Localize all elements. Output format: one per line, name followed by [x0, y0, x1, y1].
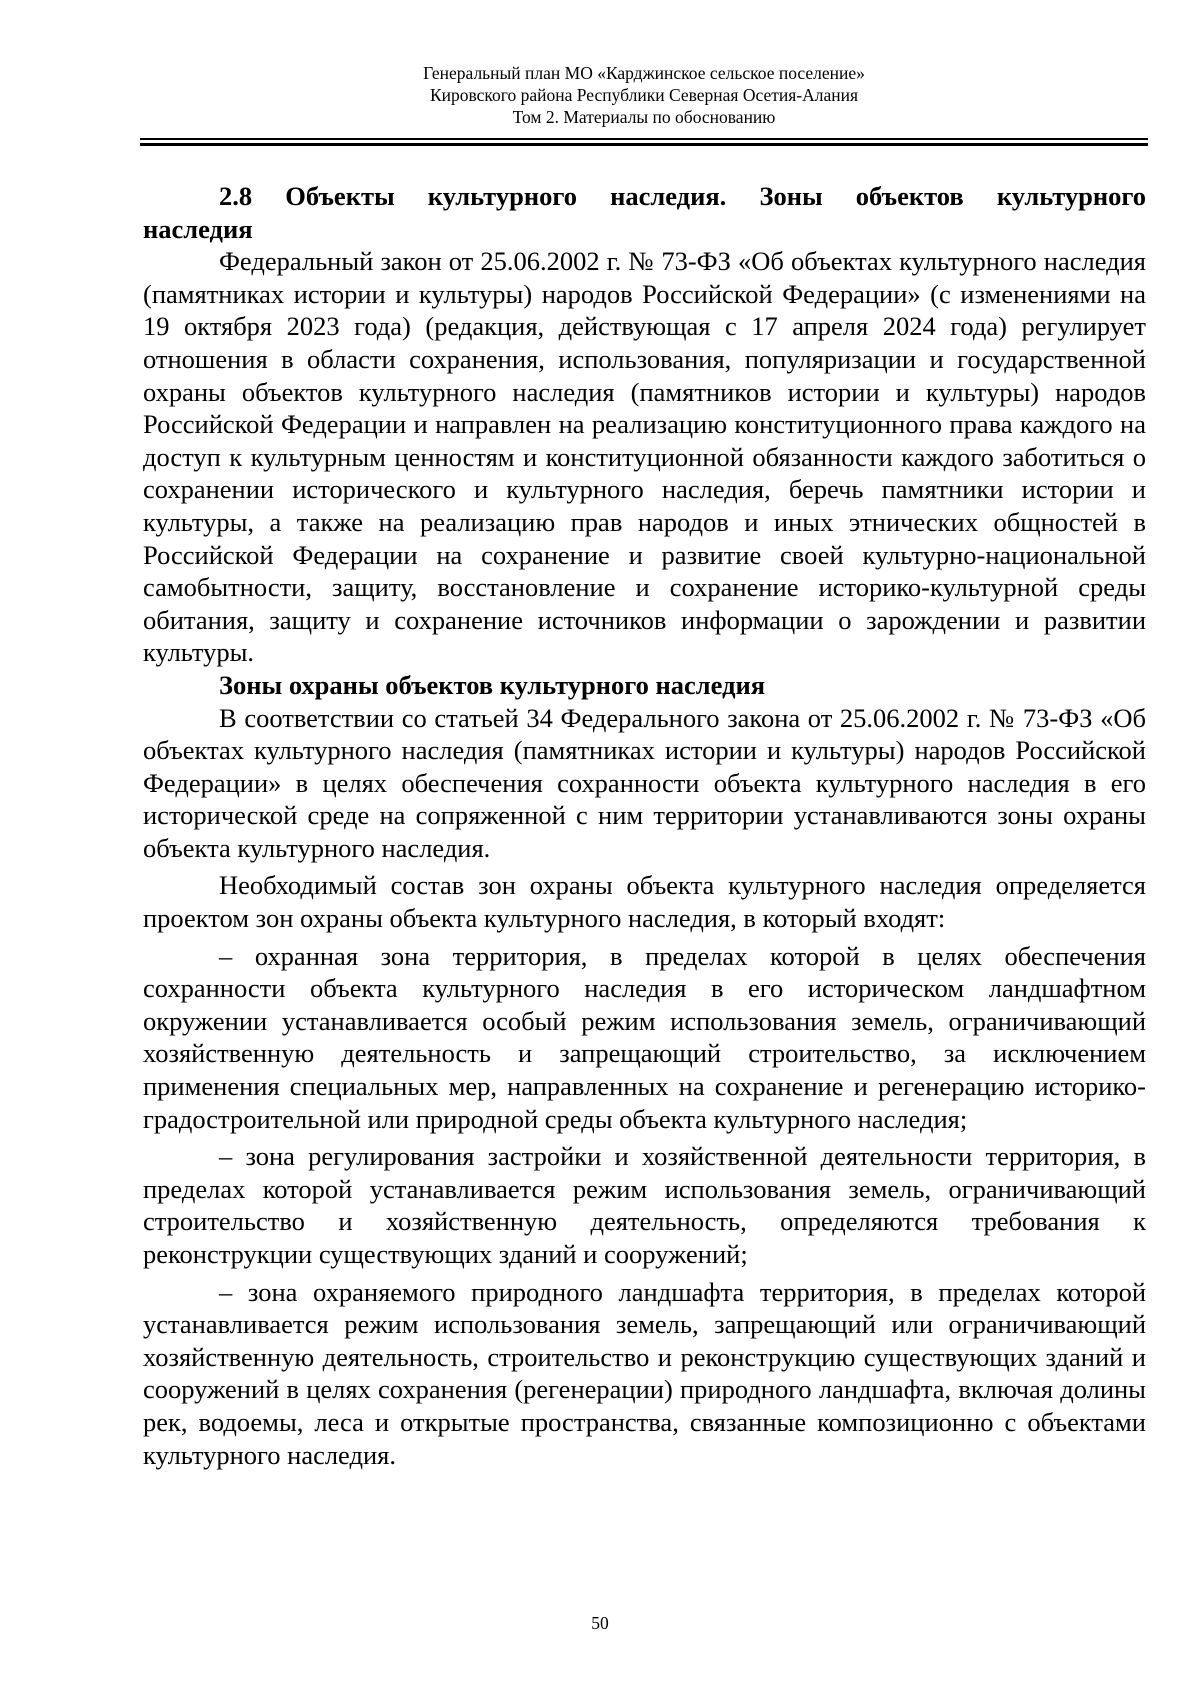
- body-paragraph: В соответствии со статьей 34 Федерального закона от 25.06.2002 г. № 73-ФЗ «Об объектах культурного наследия (памятниках истории и культуры) народов Российской Федерации» в целях обеспечения сохранности объекта культурного наследия в его исторической среде на сопряженной с ним территории устанавливаются зоны охраны объекта культурного наследия.: [143, 702, 1146, 863]
- section-title: 2.8 Объекты культурного наследия. Зоны объектов культурного наследия: [143, 181, 1146, 244]
- header-line-1: Генеральный план МО «Карджинское сельское поселение»: [423, 63, 865, 83]
- page-body: [143, 180, 1146, 1471]
- body-paragraph: Необходимый состав зон охраны объекта культурного наследия определяется проектом зон охраны объекта культурного наследия, в который входят:: [143, 870, 1146, 934]
- header-rule-thick: [140, 143, 1148, 146]
- list-item: – охранная зона территория, в пределах которой в целях обеспечения сохранности объекта культурного наследия в его историческом ландшафтном окружении устанавливается особый режим использования земель, ограничивающий хозяйственную деятельность и запрещающий строительство, за исключением применения специальных мер, направленных на сохранение и регенерацию историко-градостроительной или природной среды объекта культурного наследия;: [143, 940, 1146, 1134]
- list-item: – зона охраняемого природного ландшафта территория, в пределах которой устанавливается режим использования земель, запрещающий или ограничивающий хозяйственную деятельность, строительство и реконструкцию существующих зданий и сооружений в целях сохранения (регенерации) природного ландшафта, включая долины рек, водоемы, леса и открытые пространства, связанные композиционно с объектами культурного наследия.: [143, 1276, 1146, 1470]
- header-line-3: Том 2. Материалы по обоснованию: [512, 107, 776, 127]
- intro-paragraph: Федеральный закон от 25.06.2002 г. № 73-ФЗ «Об объектах культурного наследия (памятниках истории и культуры) народов Российской Федерации» (с изменениями на 19 октября 2023 года) (редакция, действующая с 17 апреля 2024 года) регулирует отношения в области сохранения, использования, популяризации и государственной охраны объектов культурного наследия (памятников истории и культуры) народов Российской Федерации и направлен на реализацию конституционного права каждого на доступ к культурным ценностям и конституционной обязанности каждого заботиться о сохранении исторического и культурного наследия, беречь памятники истории и культуры, а также на реализацию прав народов и иных этнических общностей в Российской Федерации на сохранение и развитие своей культурно-национальной самобытности, защиту, восстановление и сохранение историко-культурной среды обитания, защиту и сохранение источников информации о зарождении и развитии культуры.: [143, 246, 1146, 668]
- page-number: 50: [591, 1613, 609, 1633]
- header-line-2: Кировского района Республики Северная Осетия-Алания: [429, 85, 859, 105]
- list-item: – зона регулирования застройки и хозяйственной деятельности территория, в пределах которой устанавливается режим использования земель, ограничивающий строительство и хозяйственную деятельность, определяются требования к реконструкции существующих зданий и сооружений;: [143, 1141, 1146, 1269]
- header-rule-thin: [140, 138, 1148, 140]
- subsection-title: Зоны охраны объектов культурного наследия: [219, 669, 766, 700]
- running-header: [140, 62, 1148, 128]
